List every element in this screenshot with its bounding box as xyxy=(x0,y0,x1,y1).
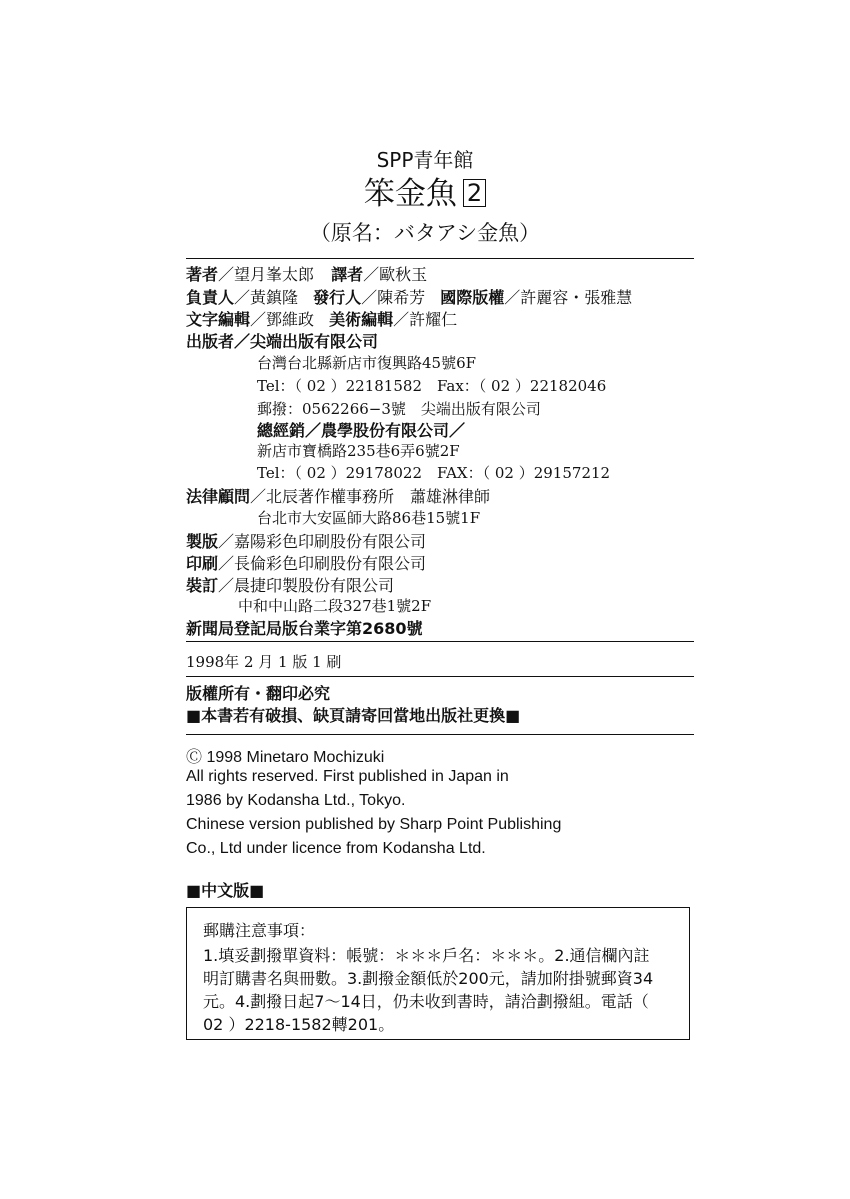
manager-name: ／黃鎮隆 xyxy=(234,288,299,307)
printing-company: ／長倫彩色印刷股份有限公司 xyxy=(218,554,427,573)
distributor-address: 新店市寶橋路235巷6弄6號2F xyxy=(257,442,460,460)
mail-order-line-3: 元。4.劃撥日起7～14日，仍未收到書時，請洽劃撥組。電話（ xyxy=(203,992,649,1011)
binding-company: ／晨捷印製股份有限公司 xyxy=(218,576,395,595)
mail-order-line-1: 1.填妥劃撥單資料：帳號：＊＊＊戶名：＊＊＊。2.通信欄內註 xyxy=(203,946,650,965)
plate-company: ／嘉陽彩色印刷股份有限公司 xyxy=(218,532,427,551)
binding-line xyxy=(186,573,394,596)
distributor: 總經銷／農學股份有限公司／ xyxy=(257,421,466,440)
manager-label: 負責人 xyxy=(186,288,235,307)
distributor-tel-fax: Tel：（ 02 ）29178022 FAX：（ 02 ）29157212 xyxy=(257,464,611,482)
binding-label: 裝訂 xyxy=(186,576,219,595)
text-editor-label: 文字編輯 xyxy=(186,310,251,329)
title-text: 笨金魚 xyxy=(363,176,457,212)
legal-address: 台北市大安區師大路86巷15號1F xyxy=(257,509,481,527)
divider-edition xyxy=(186,641,694,642)
publisher-person-name: ／陳希芳 xyxy=(361,288,426,307)
imprint-name: SPP青年館 xyxy=(376,148,474,172)
publisher-tel-fax: Tel：（ 02 ）22181582 Fax：（ 02 ）22182046 xyxy=(257,377,607,395)
chinese-edition-label: ■中文版■ xyxy=(186,881,265,900)
english-line-3: 1986 by Kodansha Ltd., Tokyo. xyxy=(186,792,406,809)
legal-line xyxy=(186,484,490,507)
legal-label: 法律顧問 xyxy=(186,487,251,506)
edition-date: 1998年 2 月 1 版 1 刷 xyxy=(186,653,342,671)
rights-label: 國際版權 xyxy=(440,288,505,307)
printing-label: 印刷 xyxy=(186,554,219,573)
volume-number: 2 xyxy=(463,179,486,207)
postal-transfer: 郵撥：0562266−3號 尖端出版有限公司 xyxy=(257,400,541,418)
binding-address: 中和中山路二段327巷1號2F xyxy=(238,597,432,615)
art-editor-label: 美術編輯 xyxy=(329,310,394,329)
text-editor-name: ／鄧維政 xyxy=(250,310,315,329)
mail-order-line-4: 02 ）2218-1582轉201。 xyxy=(203,1015,395,1034)
translator-name: ／歐秋玉 xyxy=(363,265,428,284)
publisher-label: 出版者 xyxy=(186,332,235,351)
mail-order-heading: 郵購注意事項： xyxy=(203,921,316,940)
manager-line xyxy=(186,285,632,308)
divider-rights xyxy=(186,676,694,677)
publisher-line xyxy=(186,329,378,352)
copyright-line: Ⓒ 1998 Minetaro Mochizuki xyxy=(186,749,385,766)
translator-label: 譯者 xyxy=(331,265,364,284)
author-name: ／望月峯太郎 xyxy=(218,265,315,284)
author-label: 著者 xyxy=(186,265,219,284)
english-line-4: Chinese version published by Sharp Point Publishing xyxy=(186,816,562,833)
mail-order-box xyxy=(186,907,690,1040)
rights-names: ／許麗容・張雅慧 xyxy=(504,288,633,307)
mail-order-line-2: 明訂購書名與冊數。3.劃撥金額低於200元，請加附掛號郵資34 xyxy=(203,969,654,988)
legal-firm: ／北辰著作權事務所 蕭雄淋律師 xyxy=(250,487,491,506)
author-line xyxy=(186,262,427,285)
printing-line xyxy=(186,551,426,574)
english-line-5: Co., Ltd under licence from Kodansha Ltd. xyxy=(186,840,486,857)
divider-english xyxy=(186,734,694,735)
publisher-person-label: 發行人 xyxy=(313,288,362,307)
book-title xyxy=(0,174,850,214)
editor-line xyxy=(186,307,457,330)
rights-reserved: 版權所有・翻印必究 xyxy=(186,684,331,703)
plate-line xyxy=(186,529,426,552)
registration-number: 新聞局登記局版台業字第2680號 xyxy=(186,619,423,638)
english-line-2: All rights reserved. First published in Japan in xyxy=(186,768,509,785)
art-editor-name: ／許耀仁 xyxy=(393,310,458,329)
publisher-name: ／尖端出版有限公司 xyxy=(234,332,379,351)
original-title: （原名：バタアシ金魚） xyxy=(309,221,541,245)
replacement-notice: ■本書若有破損、缺頁請寄回當地出版社更換■ xyxy=(186,706,521,725)
publisher-address: 台灣台北縣新店市復興路45號6F xyxy=(257,354,477,372)
plate-label: 製版 xyxy=(186,532,219,551)
divider-top xyxy=(186,258,694,259)
